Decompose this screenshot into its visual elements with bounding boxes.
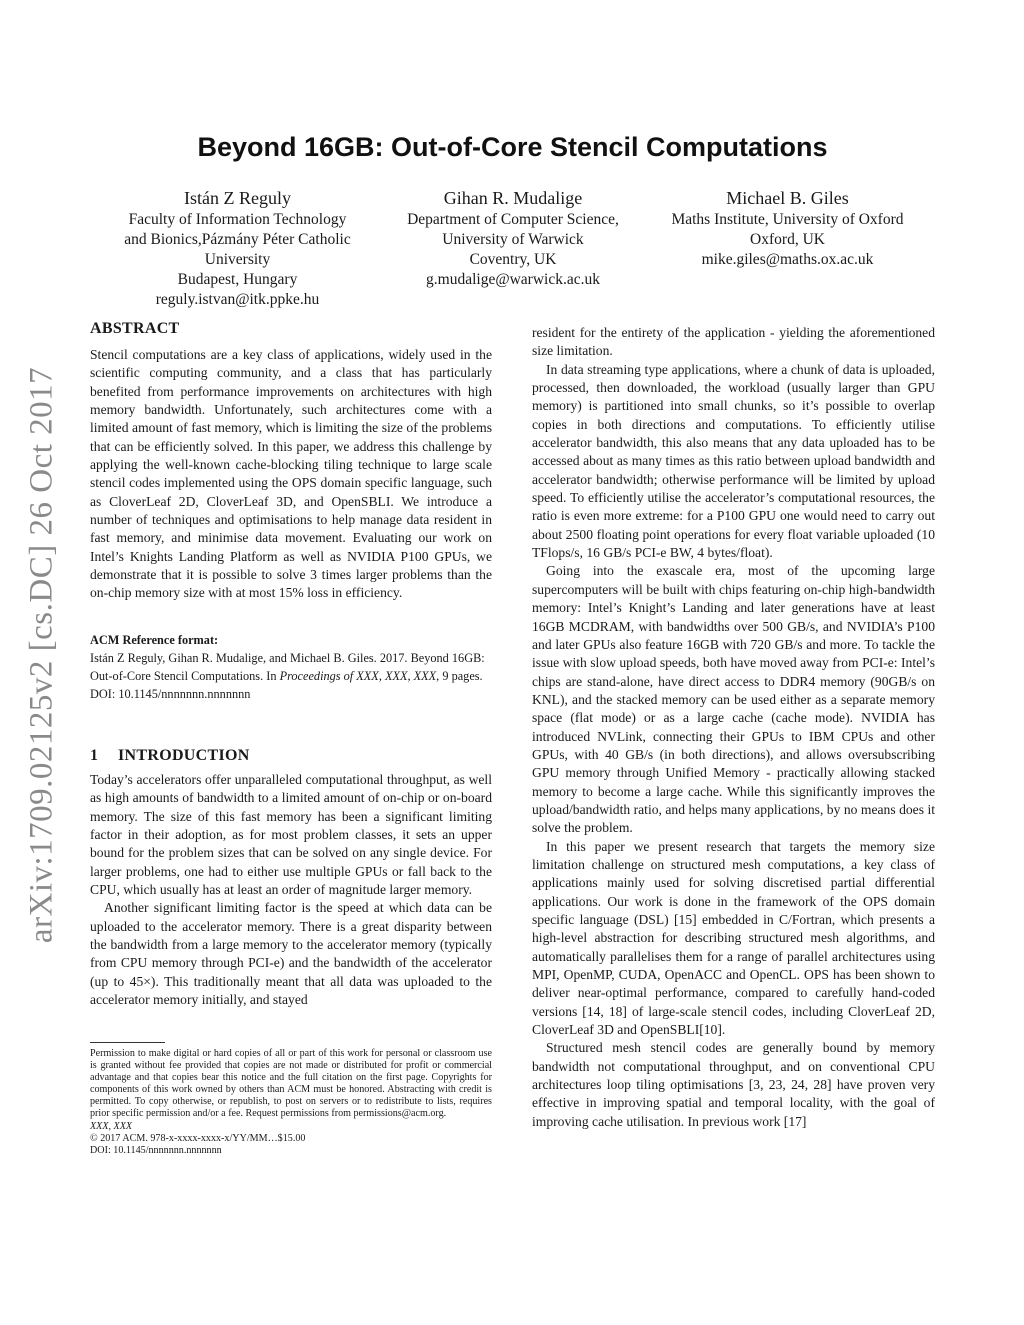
section-title: INTRODUCTION (118, 747, 250, 764)
body-paragraph: Structured mesh stencil codes are generally bound by memory bandwidth not computational throughput, and on conventional CPU architectures loop tiling optimisations [3, 23, 24, 28] have proven very effective in improving spatial and temporal locality, with the goal of improving cache utilisation. In previous work [17] (532, 1040, 935, 1129)
permission-text: Permission to make digital or hard copies of all or part of this work for personal or classroom use is granted without fee provided that copies are not made or distributed for profit or commercial advantage and that copies bear this notice and the full citation on the first page. Copyrights for components of this work owned by others than ACM must be honored. Abstracting with credit is permitted. To copy otherwise, or republish, to post on servers or to redistribute to lists, requires prior specific permission and/or a fee. Request permissions from permissions@acm.org. (90, 1048, 492, 1120)
author-email: g.mudalige@warwick.ac.uk (426, 271, 600, 288)
abstract-heading: ABSTRACT (90, 320, 180, 337)
footnote-copyright: © 2017 ACM. 978-x-xxxx-xxxx-x/YY/MM…$15.00 (90, 1132, 306, 1144)
intro-paragraph-2: Another significant limiting factor is the speed at which data can be uploaded to the accelerator memory. There is a great disparity between the bandwidth from a large memory to the accelerator memory (typically from CPU memory through PCI-e) and the bandwidth of the accelerator (up to 45×). This traditionally meant that all data was uploaded to the accelerator memory initially, and stayed (90, 900, 492, 1008)
footnote-venue: XXX, XXX (90, 1120, 133, 1132)
arxiv-identifier: arXiv:1709.02125v2 [cs.DC] 26 Oct 2017 (23, 366, 60, 944)
author-affiliation-line: Coventry, UK (469, 251, 557, 268)
acm-reference-heading: ACM Reference format: (90, 633, 219, 647)
author-affiliation-line: University (204, 251, 271, 268)
introduction-heading (90, 747, 250, 765)
acm-reference-pages: 9 pages. (439, 669, 483, 683)
acm-reference-doi: DOI: 10.1145/nnnnnnn.nnnnnnn (90, 687, 251, 701)
author-affiliation-line: University of Warwick (442, 231, 584, 248)
author-affiliation-line: Department of Computer Science, (407, 211, 619, 228)
body-paragraph: In this paper we present research that targets the memory size limitation challenge on structured mesh computations, a key class of applications mainly used for solving discretised partial differential applications. Our work is done in the framework of the OPS domain specific language (DSL) [15] embedded in C/Fortran, which presents a high-level abstraction for describing structured mesh algorithms, and automatically parallelises them for a range of parallel architectures using MPI, OpenMP, CUDA, OpenACC and OpenCL. OPS has been shown to deliver near-optimal performance, compared to carefully hand-coded versions [14, 18] of large-scale stencil codes, including CloverLeaf 2D, CloverLeaf 3D and OpenSBLI[10]. (532, 838, 935, 1038)
permission-footnote (90, 1048, 492, 1157)
introduction-text (90, 771, 492, 1009)
body-paragraph: resident for the entirety of the application - yielding the aforementioned size limitation. (532, 325, 935, 359)
section-number: 1 (90, 747, 99, 764)
footnote-rule (90, 1042, 165, 1043)
paper-title: Beyond 16GB: Out-of-Core Stencil Computations (197, 132, 828, 162)
author-affiliation-line: Budapest, Hungary (177, 271, 298, 288)
author-block-3 (650, 186, 925, 270)
footnote-doi: DOI: 10.1145/nnnnnnn.nnnnnnn (90, 1144, 222, 1156)
author-name: Gihan R. Mudalige (443, 188, 583, 208)
arxiv-sidebar (22, 360, 62, 950)
abstract-paragraph: Stencil computations are a key class of applications, widely used in the scientific computing community, and a class that has particularly benefited from performance improvements on architectures with high memory bandwidth. Unfortunately, such architectures come with a limited amount of fast memory, which is limiting the size of the problems that can be efficiently solved. In this paper, we address this challenge by applying the well-known cache-blocking tiling technique to large scale stencil codes implemented using the OPS domain specific language, such as CloverLeaf 2D, CloverLeaf 3D, and OpenSBLI. We introduce a number of techniques and optimisations to help manage data resident in fast memory, and minimise data movement. Evaluating our work on Intel’s Knights Landing Platform as well as NVIDIA P100 GPUs, we demonstrate that it is possible to solve 3 times larger problems than the on-chip memory size with at most 15% loss in efficiency. (90, 347, 492, 601)
author-affiliation-line: and Bionics,Pázmány Péter Catholic (124, 231, 351, 248)
acm-reference (90, 631, 492, 703)
acm-reference-venue: Proceedings of XXX, XXX, XXX, (279, 669, 440, 683)
acm-reference-citation: Istán Z Reguly, Gihan R. Mudalige, and Michael B. Giles. 2017. Beyond 16GB: Out-of-Core Stencil Computations. In (90, 651, 485, 683)
author-affiliation-line: Maths Institute, University of Oxford (671, 211, 904, 228)
acm-reference-text (90, 649, 492, 685)
abstract-text (90, 346, 492, 603)
author-affiliation-line: Oxford, UK (750, 231, 825, 248)
body-paragraph: In data streaming type applications, where a chunk of data is uploaded, processed, then downloaded, the workload (usually larger than GPU memory) is partitioned into small chunks, so it’s possible to overlap copies in both directions and computations. To efficiently utilise accelerator bandwidth, this also means that any data uploaded has to be accessed about as many times as this ratio between upload bandwidth and accelerator bandwidth; otherwise performance will be limited by upload speed. To efficiently utilise the accelerator’s computational resources, the ratio is even more extreme: for a P100 GPU one would need to carry out about 2500 floating point operations for every float variable uploaded (10 TFlops/s, 16 GB/s PCI-e BW, 4 bytes/float). (532, 361, 935, 561)
author-email: reguly.istvan@itk.ppke.hu (155, 291, 320, 308)
author-block-1 (105, 186, 370, 310)
body-paragraph: Going into the exascale era, most of the upcoming large supercomputers will be built with chips featuring on-chip high-bandwidth memory: Intel’s Knight’s Landing and later generations have at least 16GB MCDRAM, with bandwidths over 500 GB/s, and NVIDIA’s P100 and later GPUs also feature 16GB with 720 GB/s and more. To tackle the issue with slow upload speeds, both have moved away from PCI-e: Intel’s chips are stand-alone, have direct access to DDR4 memory (90GB/s on KNL), and the stacked memory can be used either as a separate memory space (flat mode) or as a large cache (cache mode). NVIDIA has introduced NVLink, connecting their GPUs to IBM CPUs and other GPUs, with 40 GB/s (in both directions), and allows oversubscribing GPU memory through Unified Memory - practically allowing stacked memory to become a large cache. While this significantly improves the upload/bandwidth ratio, and helps many applications, by no means does it solve the problem. (532, 563, 935, 836)
author-block-2 (392, 186, 634, 290)
intro-paragraph-1: Today’s accelerators offer unparalleled computational throughput, as well as high amounts of bandwidth to a limited amount of on-chip or on-board memory. The size of this fast memory has been a significant limiting factor in their adoption, as for most problem classes, it sets an upper bound for the problem sizes that can be solved on any single device. For larger problems, one had to either use multiple GPUs or fall back to the CPU, which usually has at least an order of magnitude larger memory. (90, 772, 492, 898)
author-name: Michael B. Giles (726, 188, 849, 208)
author-email: mike.giles@maths.ox.ac.uk (701, 251, 874, 268)
author-name: Istán Z Reguly (184, 188, 291, 208)
author-affiliation-line: Faculty of Information Technology (128, 211, 347, 228)
right-column-text (532, 324, 935, 1131)
